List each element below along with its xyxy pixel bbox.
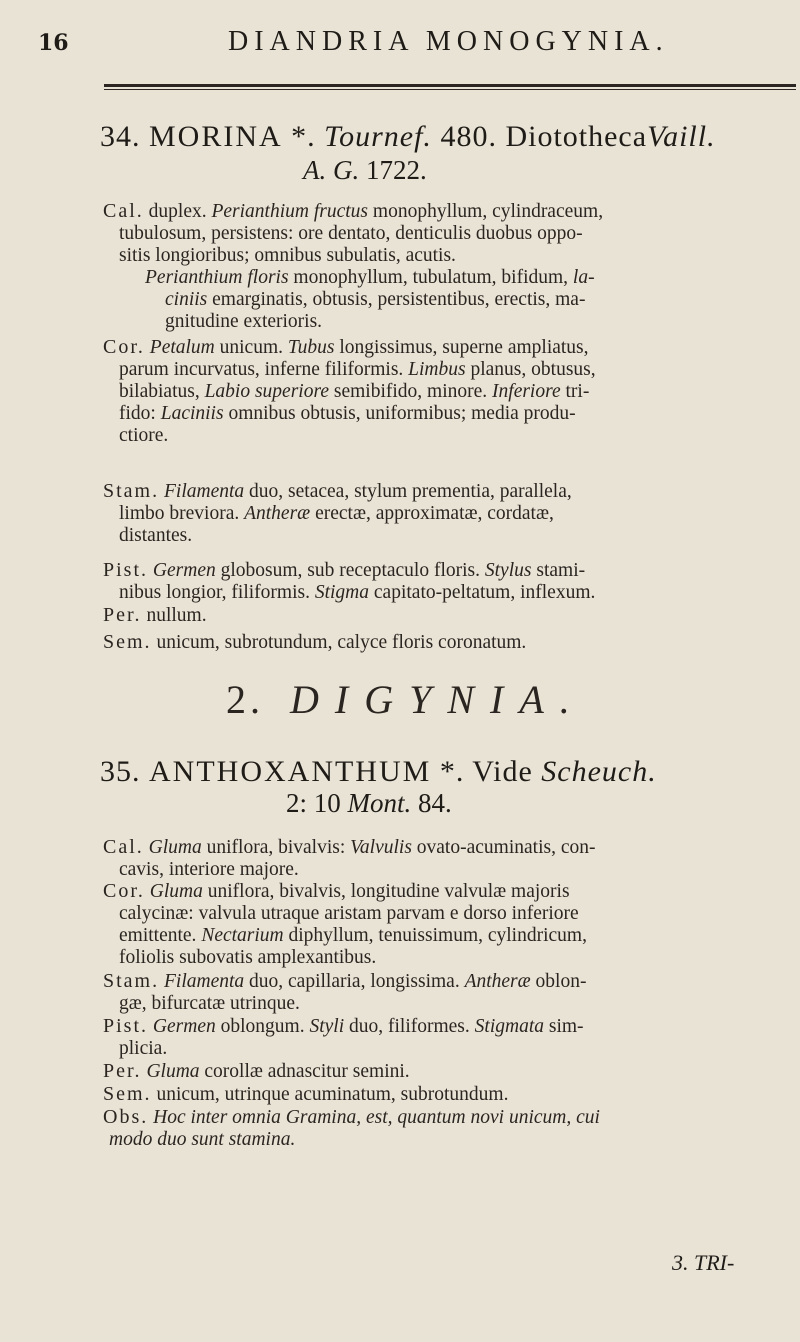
cal-paragraph: Cal. Gluma uniflora, bivalvis: Valvulis ovato-acuminatis, con- cavis, interiore majore. (103, 836, 596, 880)
section-heading (226, 676, 586, 723)
synonym: Diototheca (505, 120, 648, 153)
reference-author: Scheuch. (541, 755, 657, 788)
section-label: Cal. (103, 200, 144, 222)
section-label: Cal. (103, 836, 144, 858)
genus-name: MORINA (149, 120, 283, 153)
reference-word: Vide (472, 755, 533, 788)
cor-paragraph: Cor. Petalum unicum. Tubus longissimus, superne ampliatus, parum incurvatus, inferne filiformis. Limbus planus, obtusus, bilabiatus, Labio superiore semibifido, minore. Inferiore tri- fido: Laciniis omnibus obtusis, uniformibus; media produ- ctiore. (103, 336, 596, 446)
section-label: Cor. (103, 336, 145, 358)
entry-35-subheading (286, 788, 452, 819)
section-label: Pist. (103, 559, 149, 581)
header-rule (38, 84, 796, 90)
stam-paragraph: Stam. Filamenta duo, capillaria, longissima. Antheræ oblon- gæ, bifurcatæ utrinque. (103, 970, 587, 1014)
footnote-star: *. (291, 120, 316, 153)
page-number: 16 (38, 30, 69, 56)
pist-paragraph: Pist. Germen oblongum. Styli duo, filiformes. Stigmata sim- plicia. (103, 1015, 584, 1059)
stam-paragraph: Stam. Filamenta duo, setacea, stylum prementia, parallela, limbo breviora. Antheræ erectæ, approximatæ, cordatæ, distantes. (103, 480, 572, 546)
section-label: Sem. (103, 631, 152, 653)
entry-number: 34. (100, 120, 141, 153)
footnote-star: *. (439, 755, 465, 788)
section-label: Stam. (103, 480, 160, 502)
section-label: Per. (103, 604, 142, 626)
per-sem-paragraph: Per. Gluma corollæ adnascitur semini. Sem. unicum, utrinque acuminatum, subrotundum. Obs. Hoc inter omnia Gramina, est, quantum novi unicum, cui modo duo sunt stamina. (103, 1060, 600, 1150)
cal-paragraph: Cal. duplex. Perianthium fructus monophyllum, cylindraceum, tubulosum, persistens: ore dentato, denticulis duobus oppo- sitis longioribus; omnibus subulatis, acutis. Perianthium floris monophyllum, tubulatum, bifidum, la- ciniis emarginatis, obtusis, persistentibus, erectis, ma- gnitudine exterioris. (103, 200, 604, 332)
reference-author: A. G. (303, 155, 360, 185)
catchword: 3. TRI- (672, 1250, 735, 1275)
reference-number: 2: 10 (286, 788, 341, 818)
section-label: Sem. (103, 1083, 152, 1105)
pist-paragraph: Pist. Germen globosum, sub receptaculo floris. Stylus stami- nibus longior, filiformis. Stigma capitato-peltatum, inflexum. Per. nullum. (103, 559, 596, 626)
section-label: Stam. (103, 970, 160, 992)
section-number: 2. (226, 677, 264, 722)
genus-name: ANTHOXANTHUM (149, 755, 432, 788)
cor-paragraph: Cor. Gluma uniflora, bivalvis, longitudine valvulæ majoris calycinæ: valvula utraque aristam parvam e dorso inferiore emittente. Nectarium diphyllum, tenuissimum, cylindricum, foliolis subovatis amplexantibus. (103, 880, 587, 968)
page-header (38, 24, 762, 74)
entry-number: 35. (100, 755, 141, 788)
entry-34-heading (100, 117, 716, 157)
entry-34-subheading (303, 155, 427, 186)
reference-number: 84. (418, 788, 452, 818)
section-label: Obs. (103, 1106, 149, 1128)
entry-35-heading (100, 752, 657, 792)
reference-author: Tournef. (324, 120, 432, 153)
reference-year: 1722. (366, 155, 427, 185)
reference-number: 480. (440, 120, 497, 153)
reference-author: Vaill. (647, 120, 716, 153)
section-label: Per. (103, 1060, 142, 1082)
section-label: Cor. (103, 880, 145, 902)
section-title: DIGYNIA. (290, 677, 586, 722)
section-label: Pist. (103, 1015, 149, 1037)
running-head: DIANDRIA MONOGYNIA. (228, 26, 669, 57)
sem-paragraph: Sem. unicum, subrotundum, calyce floris coronatum. (103, 631, 527, 653)
reference-author: Mont. (347, 788, 412, 818)
